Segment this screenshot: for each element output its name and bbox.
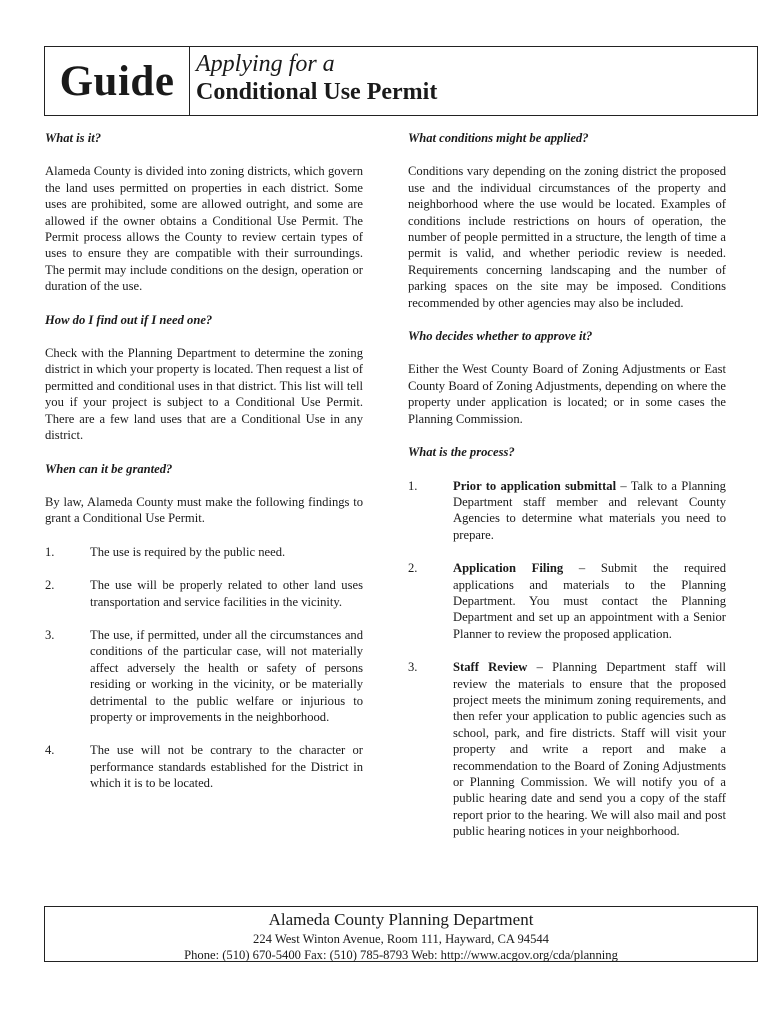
question-conditions: What conditions might be applied? [408,131,589,145]
finding-item [45,577,363,610]
title-block [190,47,437,115]
process-step [408,659,726,839]
finding-text: The use will be properly related to other land uses transportation and service facilities in the vicinity. [90,578,363,609]
footer-contact: Phone: (510) 670-5400 Fax: (510) 785-8793 Web: http://www.acgov.org/cda/planning [184,948,618,962]
finding-item [45,544,363,560]
step-title: Prior to application submittal [453,478,617,493]
finding-item [45,742,363,791]
step-number: 2. [408,561,418,576]
question-when-granted: When can it be granted? [45,461,173,476]
question-who-decides: Who decides whether to approve it? [408,329,593,344]
footer-address: 224 West Winton Avenue, Room 111, Hayward, CA 94544 [253,932,549,946]
step-text: – Planning Department staff will review the materials to ensure that the proposed project meets the minimum zoning requirements, and then refer your application to public agencies such as school, park, and fire districts. Staff will visit your property and write a report and make a recommendation to the Board of Zoning Adjustments or Planning Commission. We will notify you of a public hearing date and send you a copy of the staff report prior to the hearing. We will also mail and post public hearing notices in your neighborhood. [453,660,726,839]
step-text: – Talk to a Planning Department staff member and relevant County Agencies to determine what materials you need to prepare. [453,478,726,542]
paragraph-conditions: Conditions vary depending on the zoning district the proposed use and the individual circumstances of the property and neighborhood where the use would be located. Examples of conditions include restrictions on hours of operation, the number of people permitted in a structure, the length of time a permit is valid, and whether periodic review is needed. Requirements concerning landscaping and the number of parking spaces on the site may be imposed. Conditions recommended by other agencies may also be included. [408,164,726,310]
right-column [408,130,726,857]
footer-box [44,906,758,962]
finding-text: The use is required by the public need. [90,544,286,559]
question-process: What is the process? [408,445,515,460]
guide-label: Guide [45,47,190,115]
question-what-is-it: What is it? [45,131,101,145]
finding-text: The use will not be contrary to the character or performance standards established for the District in which it is to be located. [90,743,363,791]
finding-number: 1. [45,544,55,559]
step-body [453,659,726,839]
step-text: – Submit the required applications and materials to the Planning Department. You must contact the Planning Department and set up an appointment with a Senior Planner to review the proposed application. [453,561,726,641]
finding-number: 4. [45,743,55,758]
finding-text: The use, if permitted, under all the circumstances and conditions of the particular case, will not materially affect adversely the health or safety of persons residing or working in the vicinity, or be materially detrimental to the public welfare or injurious to property or improvements in the neighborhood. [90,627,363,724]
footer-department: Alameda County Planning Department [268,910,534,929]
process-step [408,560,726,642]
left-column [45,130,363,809]
step-title: Staff Review [453,660,528,675]
paragraph-who-decides: Either the West County Board of Zoning Adjustments or East County Board of Zoning Adjustments, depending on where the property under application is located; or in some cases the Planning Commission. [408,362,726,426]
finding-number: 2. [45,578,55,593]
paragraph-what-is-it: Alameda County is divided into zoning districts, which govern the land uses permitted on properties in each district. Some uses are prohibited, some are allowed outright, and some are allowed if the owner obtains a Conditional Use Permit. The Permit process allows the County to review certain types of uses to ensure they are compatible with their surroundings. The permit may include conditions on the design, operation or duration of the use. [45,164,363,294]
process-step [408,478,726,544]
paragraph-find-out: Check with the Planning Department to determine the zoning district in which your property is located. Then request a list of permitted and conditional uses in that district. This list will tell you if your project is subject to a Conditional Use Permit. There are a few land uses that are a Conditional Use in any district. [45,346,363,443]
finding-item [45,627,363,725]
step-number: 1. [408,478,418,493]
question-find-out: How do I find out if I need one? [45,312,213,327]
step-number: 3. [408,660,418,675]
step-title: Application Filing [453,561,564,576]
finding-number: 3. [45,627,55,642]
header-box [44,46,758,116]
paragraph-when-granted: By law, Alameda County must make the following findings to grant a Conditional Use Permit. [45,494,363,526]
step-body [453,478,726,544]
step-body [453,560,726,642]
title-line-1: Applying for a [196,51,335,77]
title-line-2: Conditional Use Permit [196,79,438,105]
